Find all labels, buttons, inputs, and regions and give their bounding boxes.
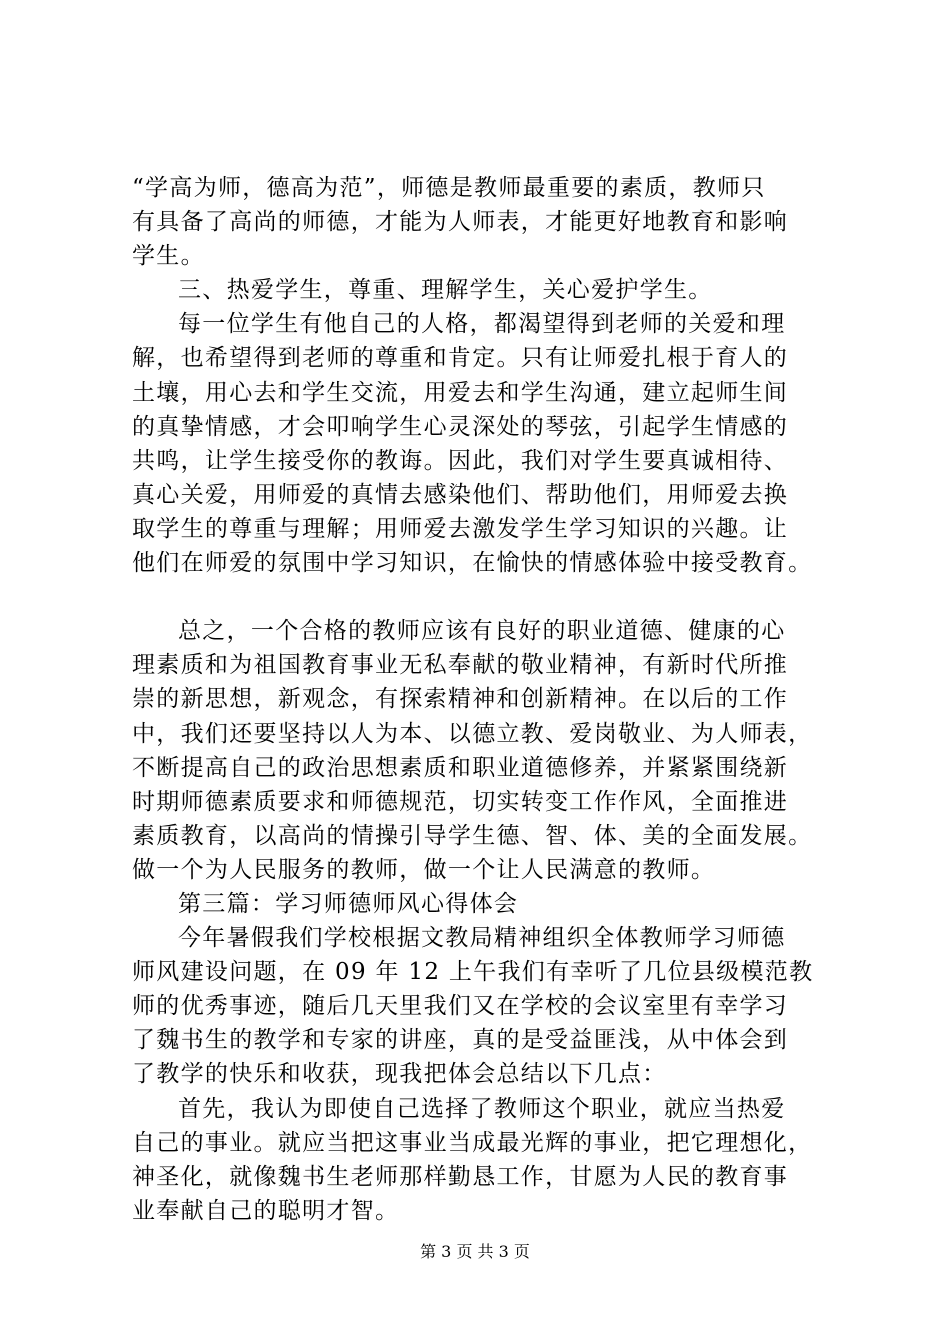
text-line: “学高为师，德高为范”，师德是教师最重要的素质，教师只 [132, 175, 766, 201]
text-line: 今年暑假我们学校根据文教局精神组织全体教师学习师德 [178, 925, 786, 952]
text-line: 师风建设问题，在 09 年 12 上午我们有幸听了几位县级模范教 [132, 959, 814, 986]
text-line: 他们在师爱的氛围中学习知识，在愉快的情感体验中接受教育。 [132, 550, 813, 577]
text-line: 不断提高自己的政治思想素质和职业道德修养，并紧紧围绕新 [132, 754, 789, 781]
paragraph [132, 171, 822, 273]
text-line: 真心关爱，用师爱的真情去感染他们、帮助他们，用师爱去换 [132, 481, 789, 508]
text-line: 总之，一个合格的教师应该有良好的职业道德、健康的心 [178, 618, 786, 645]
document-body [132, 171, 822, 1228]
text-line: 理素质和为祖国教育事业无私奉献的敬业精神，有新时代所推 [132, 652, 789, 679]
page-footer: 第 3 页 共 3 页 [420, 1242, 530, 1261]
text-line: 素质教育，以高尚的情操引导学生德、智、体、美的全面发展。 [132, 822, 813, 849]
text-line: 学生。 [132, 243, 205, 270]
text-line: 了教学的快乐和收获，现我把体会总结以下几点： [132, 1061, 667, 1088]
text-line: 自己的事业。就应当把这事业当成最光辉的事业，把它理想化， [132, 1129, 813, 1156]
text-line: 三、热爱学生，尊重、理解学生，关心爱护学生。 [178, 277, 713, 304]
text-line: 做一个为人民服务的教师，做一个让人民满意的教师。 [132, 856, 716, 883]
paragraph [132, 580, 822, 887]
text-line: 师的优秀事迹，随后几天里我们又在学校的会议室里有幸学习 [132, 993, 789, 1020]
text-line: 中，我们还要坚持以人为本、以德立教、爱岗敬业、为人师表， [132, 720, 813, 747]
text-line: 业奉献自己的聪明才智。 [132, 1197, 400, 1224]
text-line: 神圣化，就像魏书生老师那样勤恳工作，甘愿为人民的教育事 [132, 1163, 789, 1190]
text-line: 取学生的尊重与理解；用师爱去激发学生学习知识的兴趣。让 [132, 515, 789, 542]
text-line: 第三篇：学习师德师风心得体会 [178, 890, 519, 917]
text-line: 首先，我认为即使自己选择了教师这个职业，就应当热爱 [178, 1095, 786, 1122]
text-line: 的真挚情感，才会叩响学生心灵深处的琴弦，引起学生情感的 [132, 413, 789, 440]
text-line: 共鸣，让学生接受你的教诲。因此，我们对学生要真诚相待、 [132, 447, 789, 474]
paragraph [132, 307, 822, 580]
paragraph [132, 921, 822, 1091]
text-line: 有具备了高尚的师德，才能为人师表，才能更好地教育和影响 [132, 209, 789, 236]
paragraph-spacer [132, 580, 822, 614]
text-line: 了魏书生的教学和专家的讲座，真的是受益匪浅，从中体会到 [132, 1027, 789, 1054]
text-line: 崇的新思想，新观念，有探索精神和创新精神。在以后的工作 [132, 686, 789, 713]
text-line: 每一位学生有他自己的人格，都渴望得到老师的关爱和理 [178, 311, 786, 338]
paragraph [132, 1092, 822, 1228]
paragraph [132, 887, 822, 921]
paragraph [132, 273, 822, 307]
text-line: 解，也希望得到老师的尊重和肯定。只有让师爱扎根于育人的 [132, 345, 789, 372]
text-line: 土壤，用心去和学生交流，用爱去和学生沟通，建立起师生间 [132, 379, 789, 406]
text-line: 时期师德素质要求和师德规范，切实转变工作作风，全面推进 [132, 788, 789, 815]
